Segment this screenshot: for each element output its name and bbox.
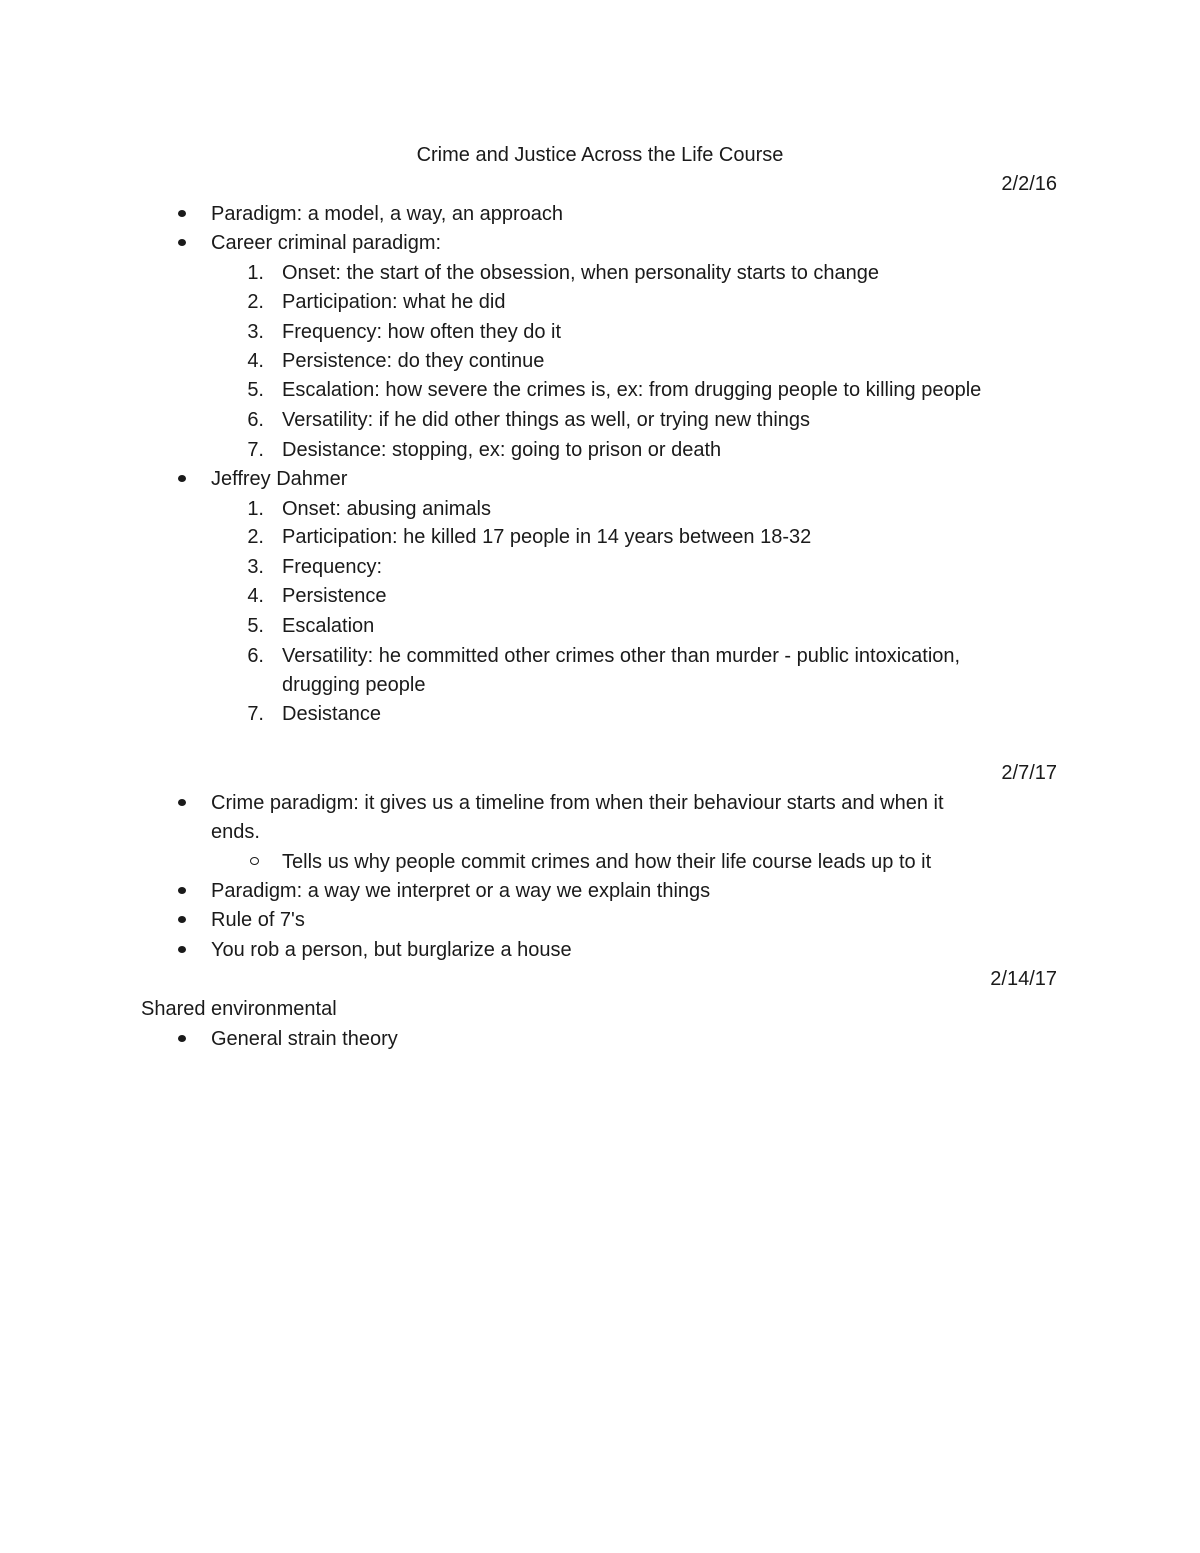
list-number: 3. — [247, 321, 264, 343]
list-number: 4. — [247, 350, 264, 372]
list-item: Desistance — [282, 703, 381, 725]
list-item: Escalation — [282, 615, 375, 637]
bullet-icon — [178, 475, 186, 482]
bullet-icon — [178, 239, 186, 246]
sub-bullet-item: Tells us why people commit crimes and how their life course leads up to it — [282, 851, 932, 873]
date-label: 2/7/17 — [1001, 762, 1057, 784]
bullet-icon — [178, 1035, 186, 1042]
list-item: Frequency: — [282, 556, 383, 578]
list-item: Versatility: if he did other things as well, or trying new things — [282, 409, 811, 431]
list-number: 4. — [247, 585, 264, 607]
list-number: 1. — [247, 498, 264, 520]
list-item: Desistance: stopping, ex: going to prison or death — [282, 439, 722, 461]
list-number: 7. — [247, 703, 264, 725]
section-heading: Shared environmental — [141, 998, 337, 1020]
bullet-item: General strain theory — [211, 1028, 398, 1050]
bullet-item: Paradigm: a way we interpret or a way we explain things — [211, 880, 711, 902]
bullet-item: Rule of 7's — [211, 909, 305, 931]
list-item: Participation: what he did — [282, 291, 506, 313]
bullet-icon — [178, 210, 186, 217]
list-item: Participation: he killed 17 people in 14 years between 18-32 — [282, 526, 812, 548]
list-item-continuation: drugging people — [282, 674, 426, 696]
bullet-item-continuation: ends. — [211, 821, 260, 843]
bullet-item: Jeffrey Dahmer — [211, 468, 348, 490]
list-number: 2. — [247, 291, 264, 313]
bullet-icon — [178, 946, 186, 953]
list-number: 3. — [247, 556, 264, 578]
list-number: 1. — [247, 262, 264, 284]
hollow-bullet-icon — [250, 857, 259, 865]
date-label: 2/14/17 — [990, 968, 1057, 990]
list-number: 2. — [247, 526, 264, 548]
list-item: Escalation: how severe the crimes is, ex: from drugging people to killing people — [282, 379, 982, 401]
bullet-icon — [178, 887, 186, 894]
bullet-icon — [178, 916, 186, 923]
list-item: Versatility: he committed other crimes other than murder - public intoxication, — [282, 645, 961, 667]
list-number: 6. — [247, 409, 264, 431]
bullet-item: Career criminal paradigm: — [211, 232, 442, 254]
bullet-item: You rob a person, but burglarize a house — [211, 939, 572, 961]
list-number: 6. — [247, 645, 264, 667]
bullet-item: Paradigm: a model, a way, an approach — [211, 203, 564, 225]
list-item: Persistence: do they continue — [282, 350, 545, 372]
list-number: 5. — [247, 379, 264, 401]
list-item: Persistence — [282, 585, 387, 607]
list-item: Onset: the start of the obsession, when personality starts to change — [282, 262, 880, 284]
document-title: Crime and Justice Across the Life Course — [416, 144, 784, 166]
list-number: 5. — [247, 615, 264, 637]
bullet-item: Crime paradigm: it gives us a timeline from when their behaviour starts and when it — [211, 792, 944, 814]
bullet-icon — [178, 799, 186, 806]
list-number: 7. — [247, 439, 264, 461]
list-item: Onset: abusing animals — [282, 498, 492, 520]
list-item: Frequency: how often they do it — [282, 321, 562, 343]
date-label: 2/2/16 — [1001, 173, 1057, 195]
